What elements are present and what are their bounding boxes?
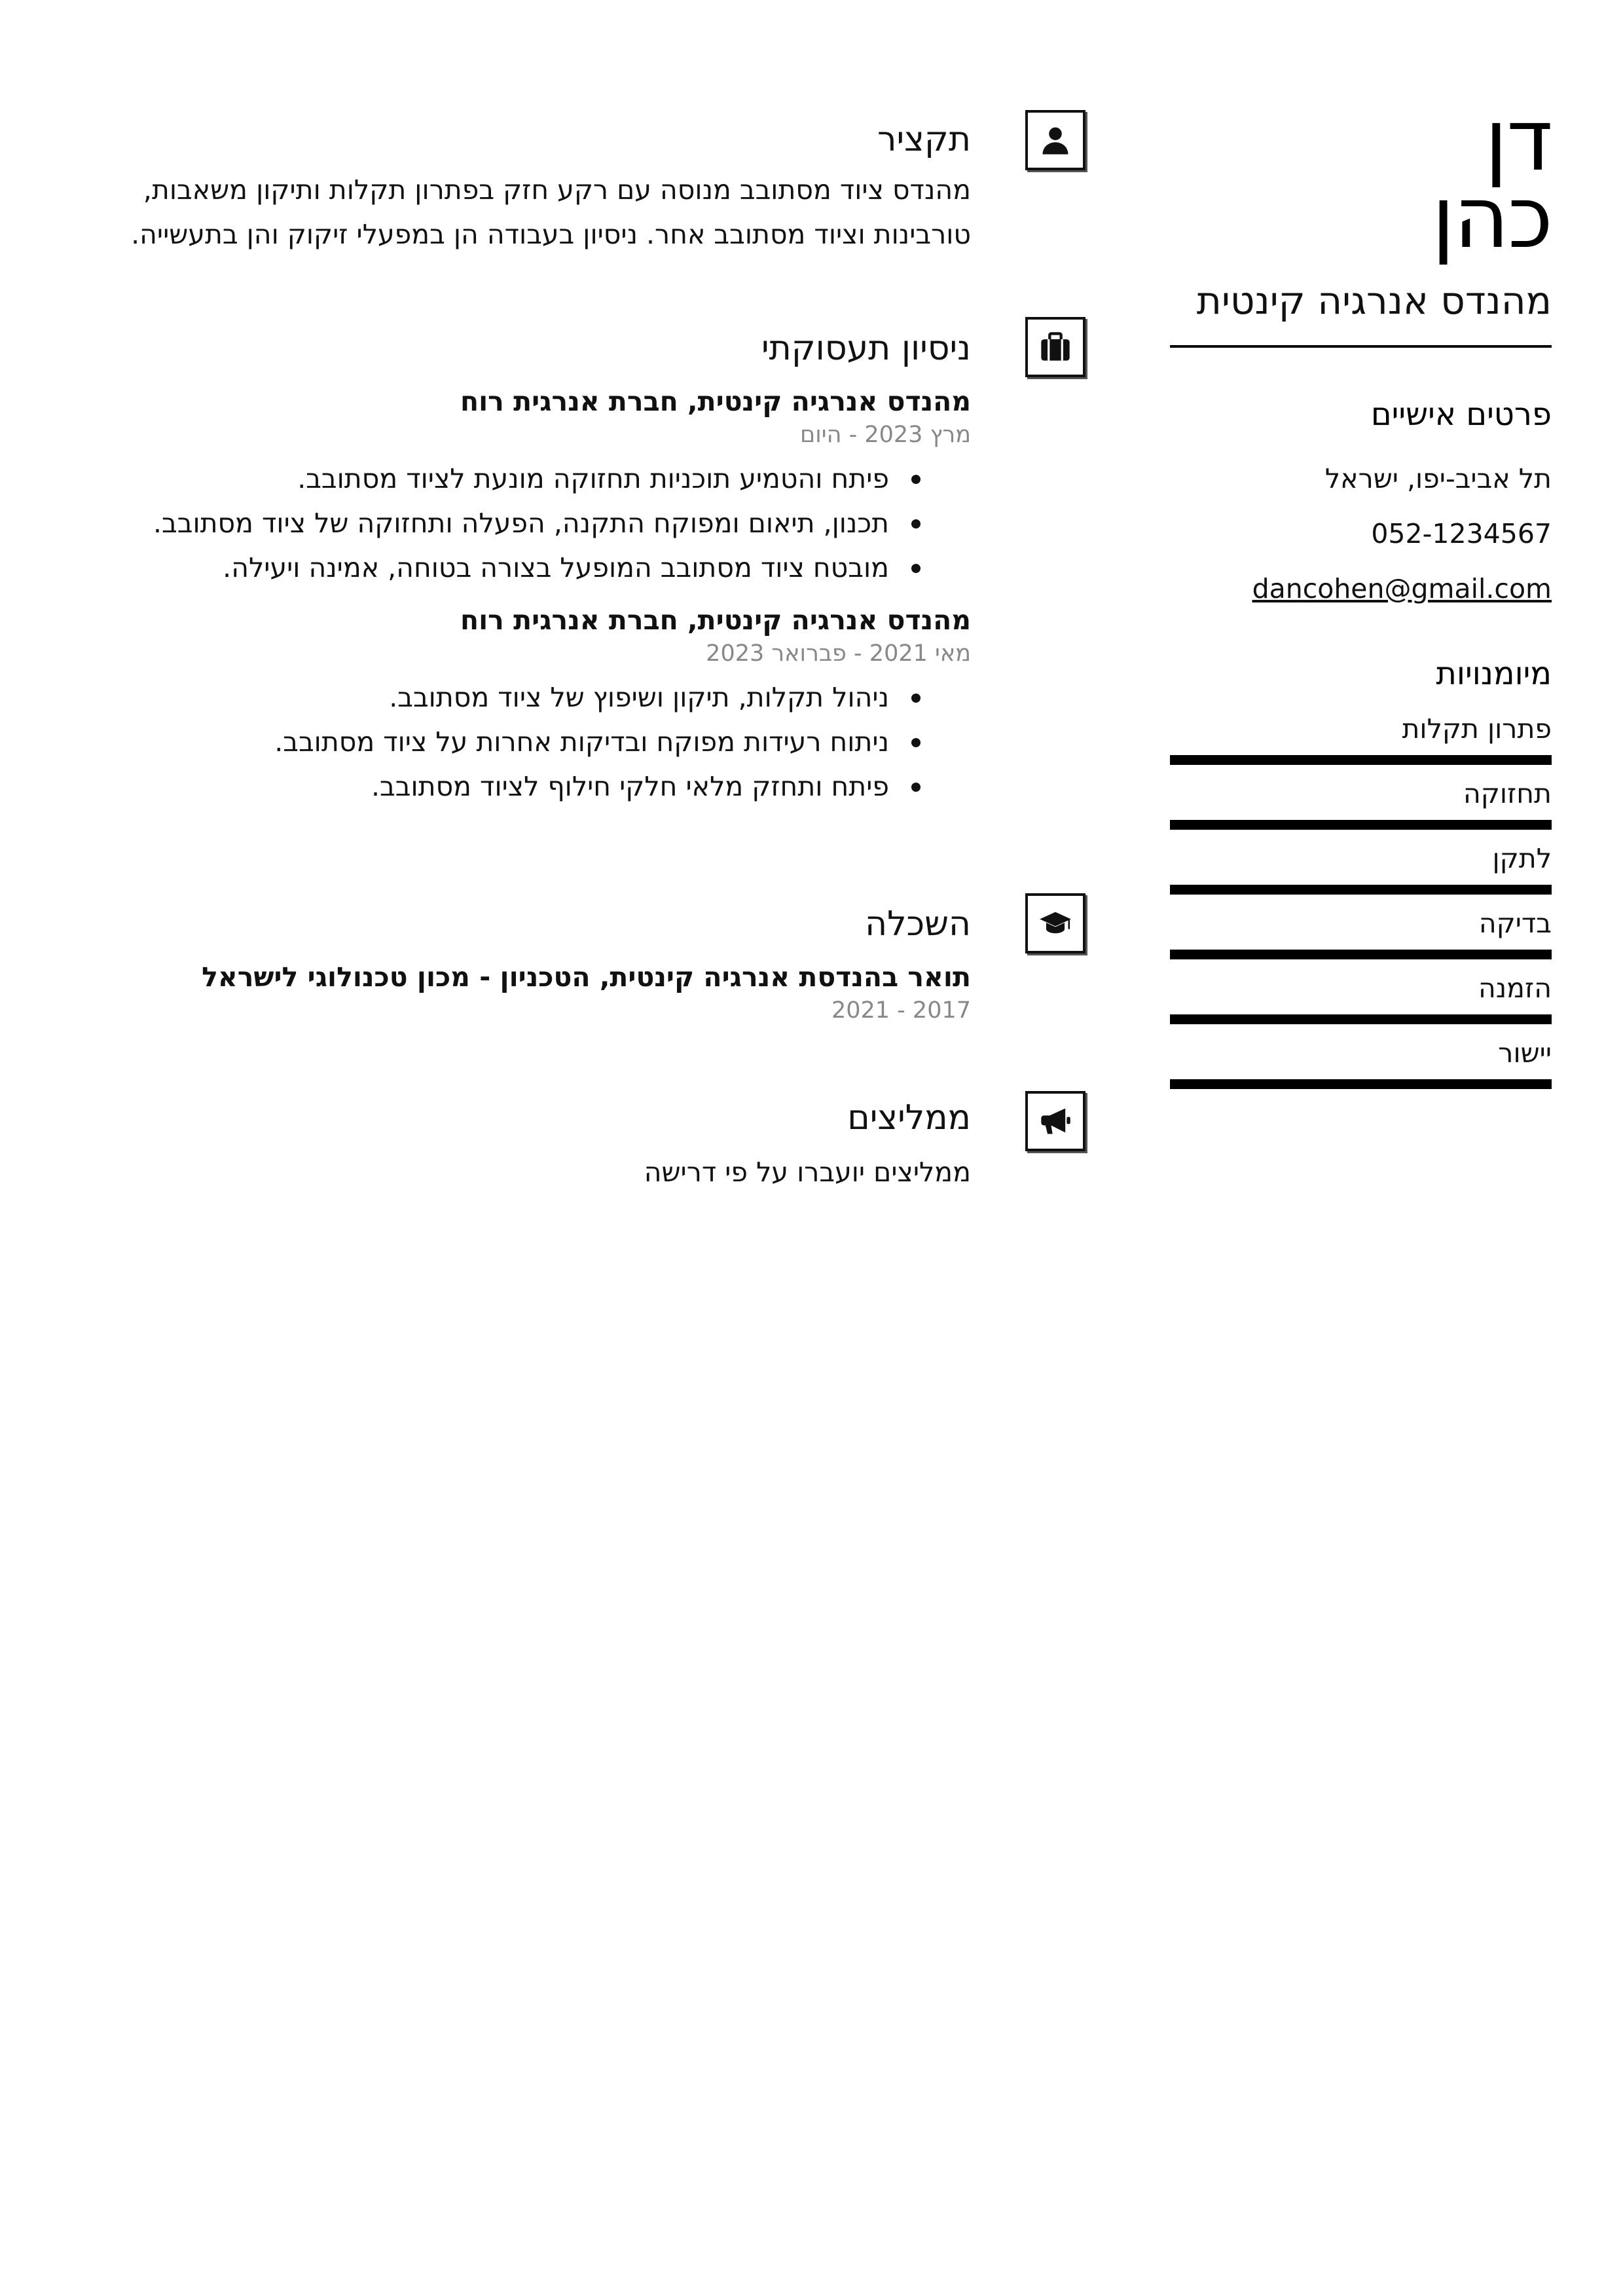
list-item: ניתוח רעידות מפוקח ובדיקות אחרות על ציוד מסתובב. (131, 720, 889, 764)
divider (1170, 345, 1552, 348)
job-title: מהנדס אנרגיה קינטית (1196, 278, 1552, 323)
person-icon (1025, 110, 1085, 170)
skill-level-bar (1170, 755, 1552, 765)
first-name: דן (1484, 90, 1552, 190)
job-entry (131, 602, 971, 809)
summary-title: תקציר (877, 120, 971, 159)
education-dates: 2017 - 2021 (831, 997, 971, 1024)
list-item: פיתח ותחזק מלאי חלקי חילוף לציוד מסתובב. (131, 764, 889, 809)
job-bullets (131, 675, 971, 809)
job-bullets (131, 456, 971, 590)
summary-line: מהנדס ציוד מסתובב מנוסה עם רקע חזק בפתרון תקלות ותיקון משאבות, (143, 174, 971, 206)
briefcase-icon (1025, 317, 1085, 377)
summary-line: טורבינות וציוד מסתובב אחר. ניסיון בעבודה הן במפעלי זיקוק והן בתעשייה. (131, 219, 971, 250)
education-section (131, 901, 971, 1026)
skill-level-bar (1170, 950, 1552, 959)
location: תל אביב-יפו, ישראל (1324, 463, 1552, 494)
job-heading: מהנדס אנרגיה קינטית, חברת אנרגית רוח (460, 386, 971, 417)
email-text[interactable]: dancohen@gmail.com (1252, 573, 1552, 604)
list-item: פיתח והטמיע תוכניות תחזוקה מונעת לציוד מסתובב. (131, 456, 889, 501)
references-text: ממליצים יועברו על פי דרישה (644, 1157, 971, 1188)
skills-heading: מיומנויות (1436, 656, 1552, 692)
education-title: השכלה (865, 904, 971, 944)
personal-details-heading: פרטים אישיים (1370, 396, 1552, 433)
list-item: ניהול תקלות, תיקון ושיפוץ של ציוד מסתובב. (131, 675, 889, 720)
skill-label: יישור (1498, 1037, 1552, 1069)
skill-label: תחזוקה (1463, 778, 1552, 809)
skill-label: פתרון תקלות (1402, 713, 1552, 745)
email-link[interactable] (1170, 570, 1552, 607)
references-title: ממליצים (847, 1098, 971, 1138)
skill-level-bar (1170, 820, 1552, 830)
skills-list (1170, 711, 1552, 1089)
references-section (131, 1095, 971, 1194)
graduation-cap-icon (1025, 893, 1085, 954)
experience-title: ניסיון תעסוקתי (761, 329, 971, 368)
list-item: תכנון, תיאום ומפוקח התקנה, הפעלה ותחזוקה של ציוד מסתובב. (131, 501, 889, 546)
job-dates: מאי 2021 - פברואר 2023 (706, 640, 971, 667)
job-entry (131, 383, 971, 590)
skill-label: בדיקה (1478, 908, 1552, 939)
last-name: כהן (1431, 168, 1552, 267)
experience-section (131, 325, 971, 809)
job-heading: מהנדס אנרגיה קינטית, חברת אנרגית רוח (460, 604, 971, 636)
megaphone-icon (1025, 1091, 1085, 1151)
education-heading: תואר בהנדסת אנרגיה קינטית, הטכניון - מכון טכנולוגי לישראל (202, 961, 971, 993)
skill-label: לתקן (1492, 843, 1552, 874)
skill-level-bar (1170, 1079, 1552, 1089)
skill-level-bar (1170, 1014, 1552, 1024)
phone: 052-1234567 (1371, 518, 1552, 549)
skill-level-bar (1170, 885, 1552, 895)
summary-text (131, 168, 971, 257)
list-item: מובטח ציוד מסתובב המופעל בצורה בטוחה, אמינה ויעילה. (131, 546, 889, 590)
skill-label: הזמנה (1478, 972, 1552, 1004)
sidebar (1170, 90, 1552, 1089)
job-dates: מרץ 2023 - היום (800, 422, 971, 448)
summary-section (131, 117, 971, 257)
